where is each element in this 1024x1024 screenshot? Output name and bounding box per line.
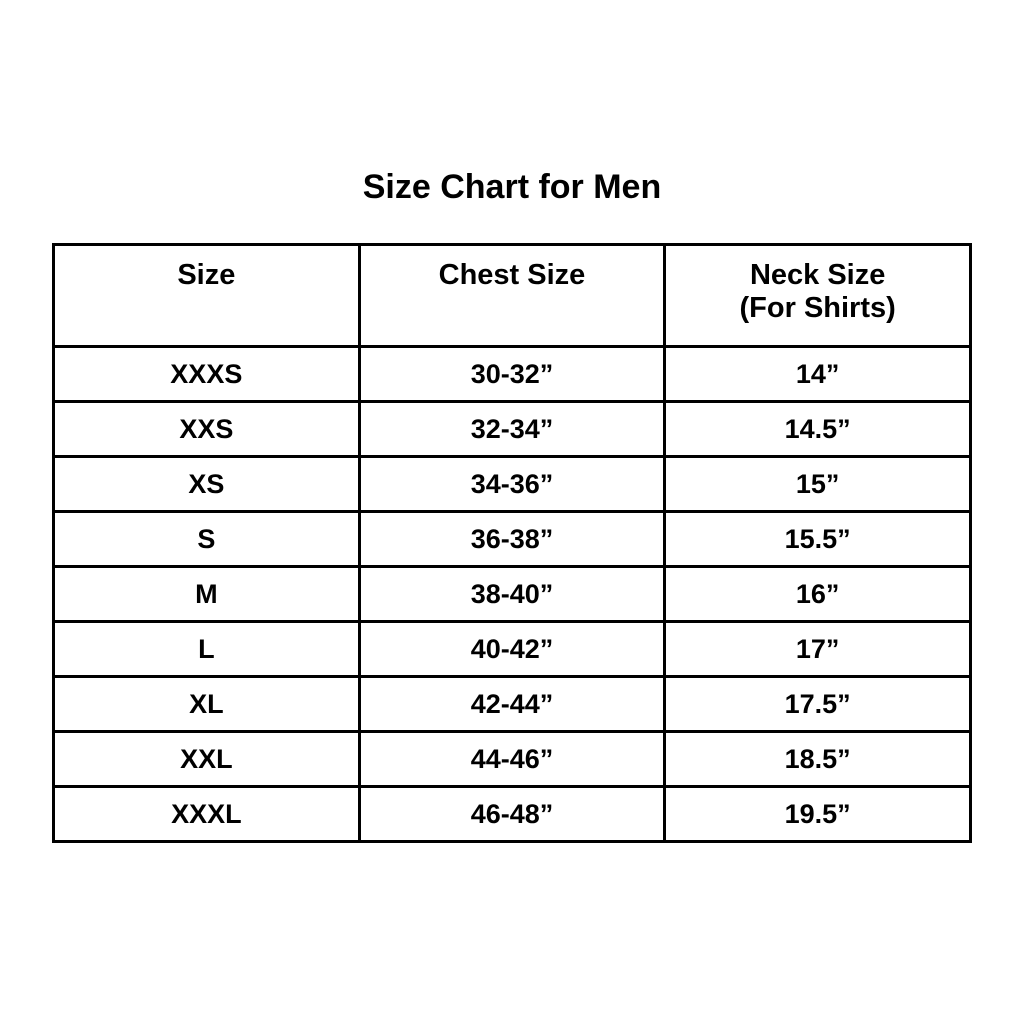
column-header-chest-size-label: Chest Size	[438, 259, 586, 291]
neck-size-cell: 15”	[665, 457, 971, 512]
neck-size-cell: 16”	[665, 567, 971, 622]
chest-size-cell: 42-44”	[359, 677, 665, 732]
table-row	[54, 512, 971, 567]
chest-size-cell: 36-38”	[359, 512, 665, 567]
size-cell: XXL	[54, 732, 360, 787]
neck-size-cell: 17”	[665, 622, 971, 677]
column-header-chest-size	[359, 245, 665, 347]
column-header-neck-size-label: Neck Size	[749, 259, 886, 291]
page-title: Size Chart for Men	[362, 168, 662, 206]
size-cell: XXXS	[54, 347, 360, 402]
size-cell: XXS	[54, 402, 360, 457]
chest-size-cell: 34-36”	[359, 457, 665, 512]
size-cell: XL	[54, 677, 360, 732]
neck-size-cell: 17.5”	[665, 677, 971, 732]
chest-size-cell: 40-42”	[359, 622, 665, 677]
header-row	[54, 245, 971, 347]
table-row	[54, 622, 971, 677]
table-row	[54, 457, 971, 512]
chest-size-cell: 30-32”	[359, 347, 665, 402]
table-row	[54, 787, 971, 842]
chest-size-cell: 44-46”	[359, 732, 665, 787]
table-row	[54, 567, 971, 622]
size-cell: XS	[54, 457, 360, 512]
column-header-size	[54, 245, 360, 347]
size-cell: L	[54, 622, 360, 677]
neck-size-cell: 15.5”	[665, 512, 971, 567]
chest-size-cell: 38-40”	[359, 567, 665, 622]
neck-size-cell: 14”	[665, 347, 971, 402]
size-cell: XXXL	[54, 787, 360, 842]
chest-size-cell: 46-48”	[359, 787, 665, 842]
table-row	[54, 402, 971, 457]
table-row	[54, 347, 971, 402]
size-cell: S	[54, 512, 360, 567]
table-row	[54, 732, 971, 787]
table-row	[54, 677, 971, 732]
size-cell: M	[54, 567, 360, 622]
size-chart-table	[52, 243, 972, 843]
column-header-size-label: Size	[177, 259, 236, 291]
column-header-neck-size-sublabel: (For Shirts)	[739, 292, 896, 325]
column-header-neck-size	[665, 245, 971, 347]
neck-size-cell: 18.5”	[665, 732, 971, 787]
neck-size-cell: 19.5”	[665, 787, 971, 842]
chest-size-cell: 32-34”	[359, 402, 665, 457]
neck-size-cell: 14.5”	[665, 402, 971, 457]
